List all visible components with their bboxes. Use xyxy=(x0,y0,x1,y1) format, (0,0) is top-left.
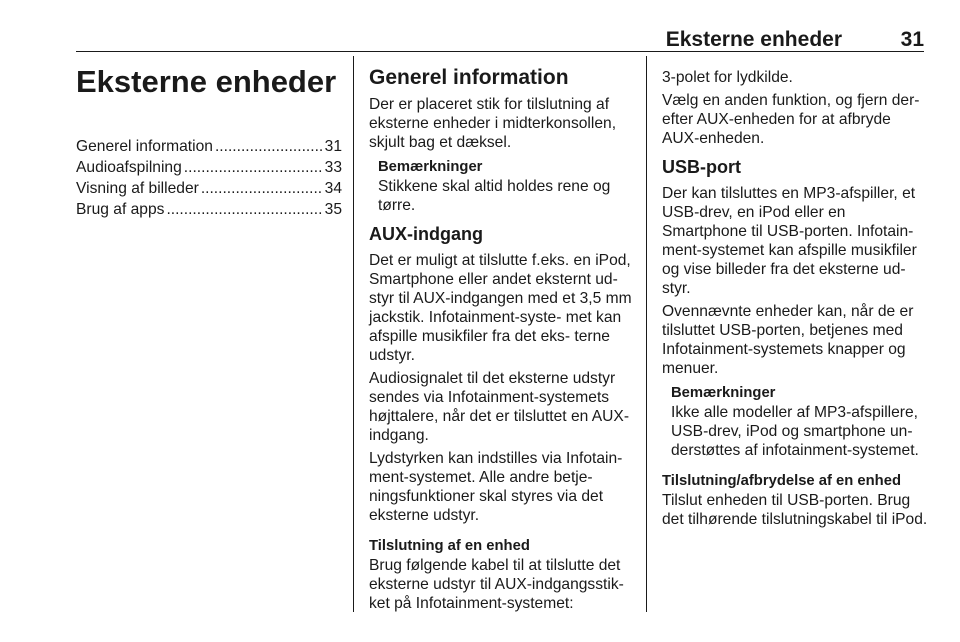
toc-item[interactable] xyxy=(76,158,342,179)
paragraph: Der kan tilsluttes en MP3-afspiller, et USB-drev, en iPod eller en Smartphone til USB-porten. Infotain‐ ment-systemet kan afspille musikfiler og vise billeder fra det eksterne ud‐ styr. xyxy=(662,185,917,297)
running-header xyxy=(76,28,924,52)
subsection-heading: AUX-indgang xyxy=(369,224,483,244)
paragraph: Det er muligt at tilslutte f.eks. en iPod, Smartphone eller andet eksternt ud‐ styr til AUX-indgangen med et 3,5 mm jackstik. Infotainment-syste‐ met kan afspille musikfiler fra det eks‐ terne udstyr. xyxy=(369,252,632,364)
toc-page: 31 xyxy=(324,138,342,155)
chapter-title: Eksterne enheder xyxy=(76,64,337,99)
toc-label: Visning af billeder xyxy=(76,180,199,197)
note-text: Stikkene skal altid holdes rene og tørre. xyxy=(378,178,611,214)
table-of-contents xyxy=(76,137,342,221)
note-title: Bemærkninger xyxy=(671,385,776,401)
paragraph: Brug følgende kabel til at tilslutte det eksterne udstyr til AUX-indgangsstik‐ ket på Infotainment-systemet: xyxy=(369,557,624,612)
note-text: Ikke alle modeller af MP3-afspillere, USB-drev, iPod og smartphone un‐ derstøttes af infotainment-systemet. xyxy=(671,404,919,459)
paragraph: Vælg en anden funktion, og fjern der‐ efter AUX-enheden for at afbryde AUX-enheden. xyxy=(662,92,920,147)
page-number: 31 xyxy=(900,28,924,51)
paragraph: 3-polet for lydkilde. xyxy=(662,69,793,86)
toc-label: Generel information xyxy=(76,138,213,155)
toc-page: 33 xyxy=(324,159,342,176)
minor-heading: Tilslutning/afbrydelse af en enhed xyxy=(662,473,901,489)
toc-leader xyxy=(215,137,323,156)
paragraph: Ovennævnte enheder kan, når de er tilsluttet USB-porten, betjenes med Infotainment-systemets knapper og menuer. xyxy=(662,303,914,377)
paragraph: Tilslut enheden til USB-porten. Brug det tilhørende tilslutningskabel til iPod. xyxy=(662,492,928,528)
paragraph: Lydstyrken kan indstilles via Infotain‐ ment-systemet. Alle andre betje‐ ningsfunktioner skal styres via det eksterne udstyr. xyxy=(369,450,623,524)
toc-label: Audioafspilning xyxy=(76,159,182,176)
toc-leader xyxy=(201,179,323,198)
column-divider xyxy=(646,56,647,612)
toc-item[interactable] xyxy=(76,179,342,200)
paragraph: Der er placeret stik for tilslutning af eksterne enheder i midterkonsollen, skjult bag et dæksel. xyxy=(369,96,617,151)
section-heading: Generel information xyxy=(369,66,569,89)
note-title: Bemærkninger xyxy=(378,159,483,175)
paragraph: Audiosignalet til det eksterne udstyr sendes via Infotainment-systemets højttalere, når det er tilsluttet en AUX-indgang. xyxy=(369,370,630,444)
toc-page: 35 xyxy=(324,201,342,218)
note-box xyxy=(369,158,635,215)
column-divider xyxy=(353,56,354,612)
minor-heading: Tilslutning af en enhed xyxy=(369,538,530,554)
column-usb xyxy=(662,60,928,533)
note-box xyxy=(662,384,928,460)
column-general-info xyxy=(369,60,635,617)
toc-item[interactable] xyxy=(76,137,342,158)
toc-leader xyxy=(166,200,322,219)
subsection-heading: USB-port xyxy=(662,157,741,177)
toc-item[interactable] xyxy=(76,200,342,221)
toc-page: 34 xyxy=(324,180,342,197)
header-title: Eksterne enheder xyxy=(665,28,842,51)
toc-label: Brug af apps xyxy=(76,201,165,218)
toc-leader xyxy=(184,158,323,177)
column-toc xyxy=(76,60,342,221)
